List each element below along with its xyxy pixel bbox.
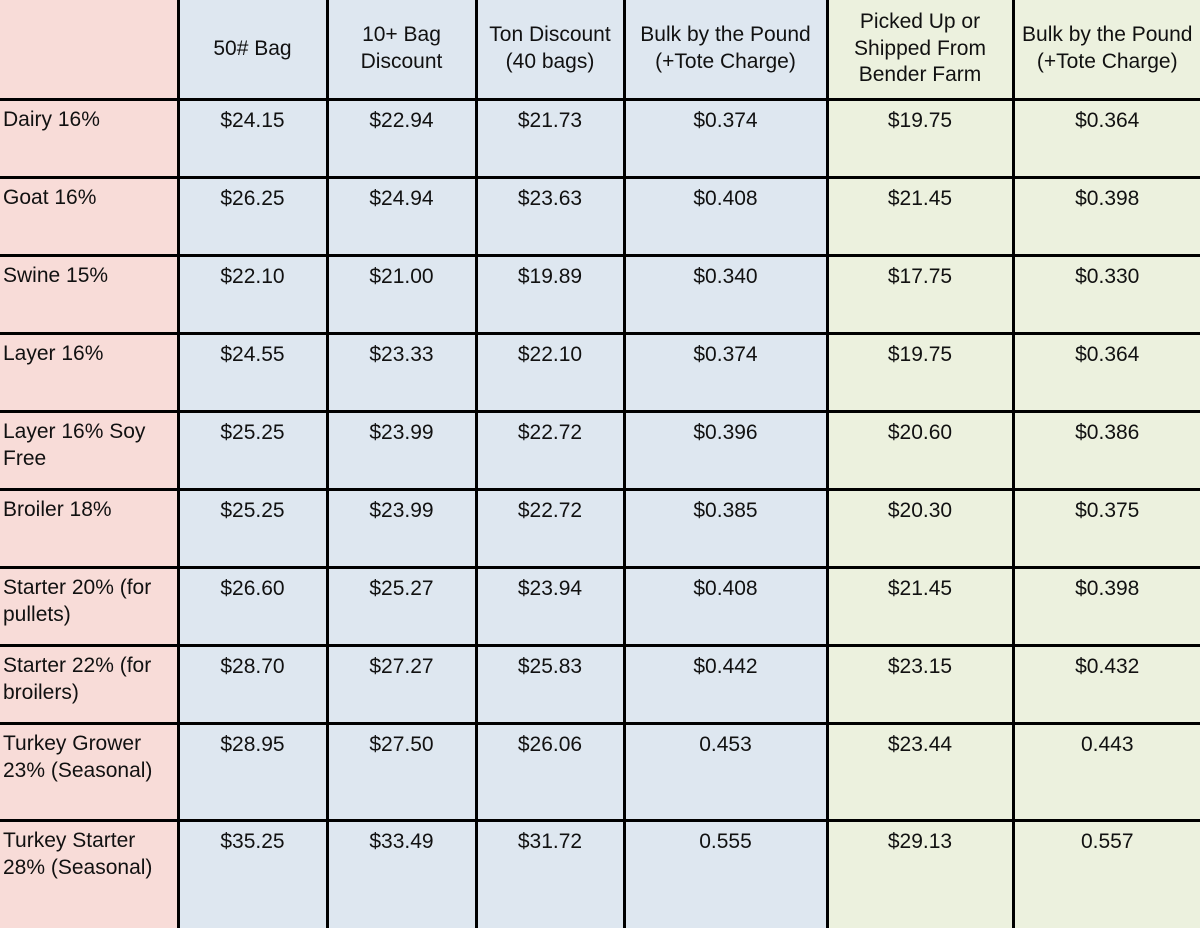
price-cell: $28.70 (178, 646, 327, 724)
price-cell: $0.364 (1013, 100, 1200, 178)
price-cell: $27.27 (327, 646, 476, 724)
price-cell: $22.94 (327, 100, 476, 178)
table-row (0, 100, 1200, 178)
price-cell: $21.45 (827, 178, 1013, 256)
table-row (0, 646, 1200, 724)
column-header: Bulk by the Pound (+Tote Charge) (1013, 0, 1200, 100)
price-cell: $23.94 (476, 568, 624, 646)
price-cell: $21.73 (476, 100, 624, 178)
price-cell: $0.398 (1013, 178, 1200, 256)
price-cell: $21.00 (327, 256, 476, 334)
row-label: Turkey Grower 23% (Seasonal) (0, 724, 178, 821)
table-row (0, 490, 1200, 568)
table-row (0, 412, 1200, 490)
price-cell: $26.06 (476, 724, 624, 821)
row-label: Starter 20% (for pullets) (0, 568, 178, 646)
price-cell: $22.10 (476, 334, 624, 412)
table-row (0, 821, 1200, 928)
price-cell: $19.75 (827, 100, 1013, 178)
price-cell: $0.374 (624, 334, 827, 412)
price-cell: $20.60 (827, 412, 1013, 490)
price-cell: $28.95 (178, 724, 327, 821)
column-header: Bulk by the Pound (+Tote Charge) (624, 0, 827, 100)
price-cell: $31.72 (476, 821, 624, 928)
price-cell: $26.60 (178, 568, 327, 646)
price-cell: $23.99 (327, 412, 476, 490)
price-cell: $23.63 (476, 178, 624, 256)
price-cell: $0.340 (624, 256, 827, 334)
table-row (0, 568, 1200, 646)
price-cell: $29.13 (827, 821, 1013, 928)
price-cell: $0.408 (624, 178, 827, 256)
row-label: Goat 16% (0, 178, 178, 256)
price-cell: $23.33 (327, 334, 476, 412)
price-cell: $0.442 (624, 646, 827, 724)
row-label: Turkey Starter 28% (Seasonal) (0, 821, 178, 928)
price-cell: $0.364 (1013, 334, 1200, 412)
price-cell: $24.94 (327, 178, 476, 256)
price-cell: 0.557 (1013, 821, 1200, 928)
row-label: Starter 22% (for broilers) (0, 646, 178, 724)
price-cell: $0.386 (1013, 412, 1200, 490)
row-label: Swine 15% (0, 256, 178, 334)
column-header: 10+ Bag Discount (327, 0, 476, 100)
table-row (0, 334, 1200, 412)
price-cell: $0.396 (624, 412, 827, 490)
row-label: Broiler 18% (0, 490, 178, 568)
price-cell: $17.75 (827, 256, 1013, 334)
price-cell: $0.375 (1013, 490, 1200, 568)
price-cell: $25.25 (178, 490, 327, 568)
price-cell: $35.25 (178, 821, 327, 928)
price-cell: $33.49 (327, 821, 476, 928)
price-cell: $0.385 (624, 490, 827, 568)
corner-header-cell (0, 0, 178, 100)
column-header: 50# Bag (178, 0, 327, 100)
price-cell: $23.99 (327, 490, 476, 568)
price-cell: $0.374 (624, 100, 827, 178)
price-cell: $0.398 (1013, 568, 1200, 646)
price-cell: $19.75 (827, 334, 1013, 412)
header-row (0, 0, 1200, 100)
price-cell: $20.30 (827, 490, 1013, 568)
price-cell: $22.72 (476, 490, 624, 568)
table-row (0, 724, 1200, 821)
price-cell: $25.25 (178, 412, 327, 490)
table-row (0, 178, 1200, 256)
table-header-row (0, 0, 1200, 100)
price-cell: $0.330 (1013, 256, 1200, 334)
row-label: Layer 16% (0, 334, 178, 412)
price-cell: $21.45 (827, 568, 1013, 646)
row-label: Dairy 16% (0, 100, 178, 178)
price-cell: $22.10 (178, 256, 327, 334)
table-row (0, 256, 1200, 334)
row-label: Layer 16% Soy Free (0, 412, 178, 490)
column-header: Picked Up or Shipped From Bender Farm (827, 0, 1013, 100)
price-cell: $24.15 (178, 100, 327, 178)
price-cell: 0.555 (624, 821, 827, 928)
table-body (0, 100, 1200, 928)
price-cell: $26.25 (178, 178, 327, 256)
price-cell: $27.50 (327, 724, 476, 821)
price-cell: $0.408 (624, 568, 827, 646)
price-cell: $0.432 (1013, 646, 1200, 724)
column-header: Ton Discount (40 bags) (476, 0, 624, 100)
price-cell: $23.44 (827, 724, 1013, 821)
price-cell: $22.72 (476, 412, 624, 490)
price-cell: 0.443 (1013, 724, 1200, 821)
price-cell: $23.15 (827, 646, 1013, 724)
price-cell: $19.89 (476, 256, 624, 334)
price-cell: 0.453 (624, 724, 827, 821)
price-cell: $24.55 (178, 334, 327, 412)
price-cell: $25.27 (327, 568, 476, 646)
price-cell: $25.83 (476, 646, 624, 724)
